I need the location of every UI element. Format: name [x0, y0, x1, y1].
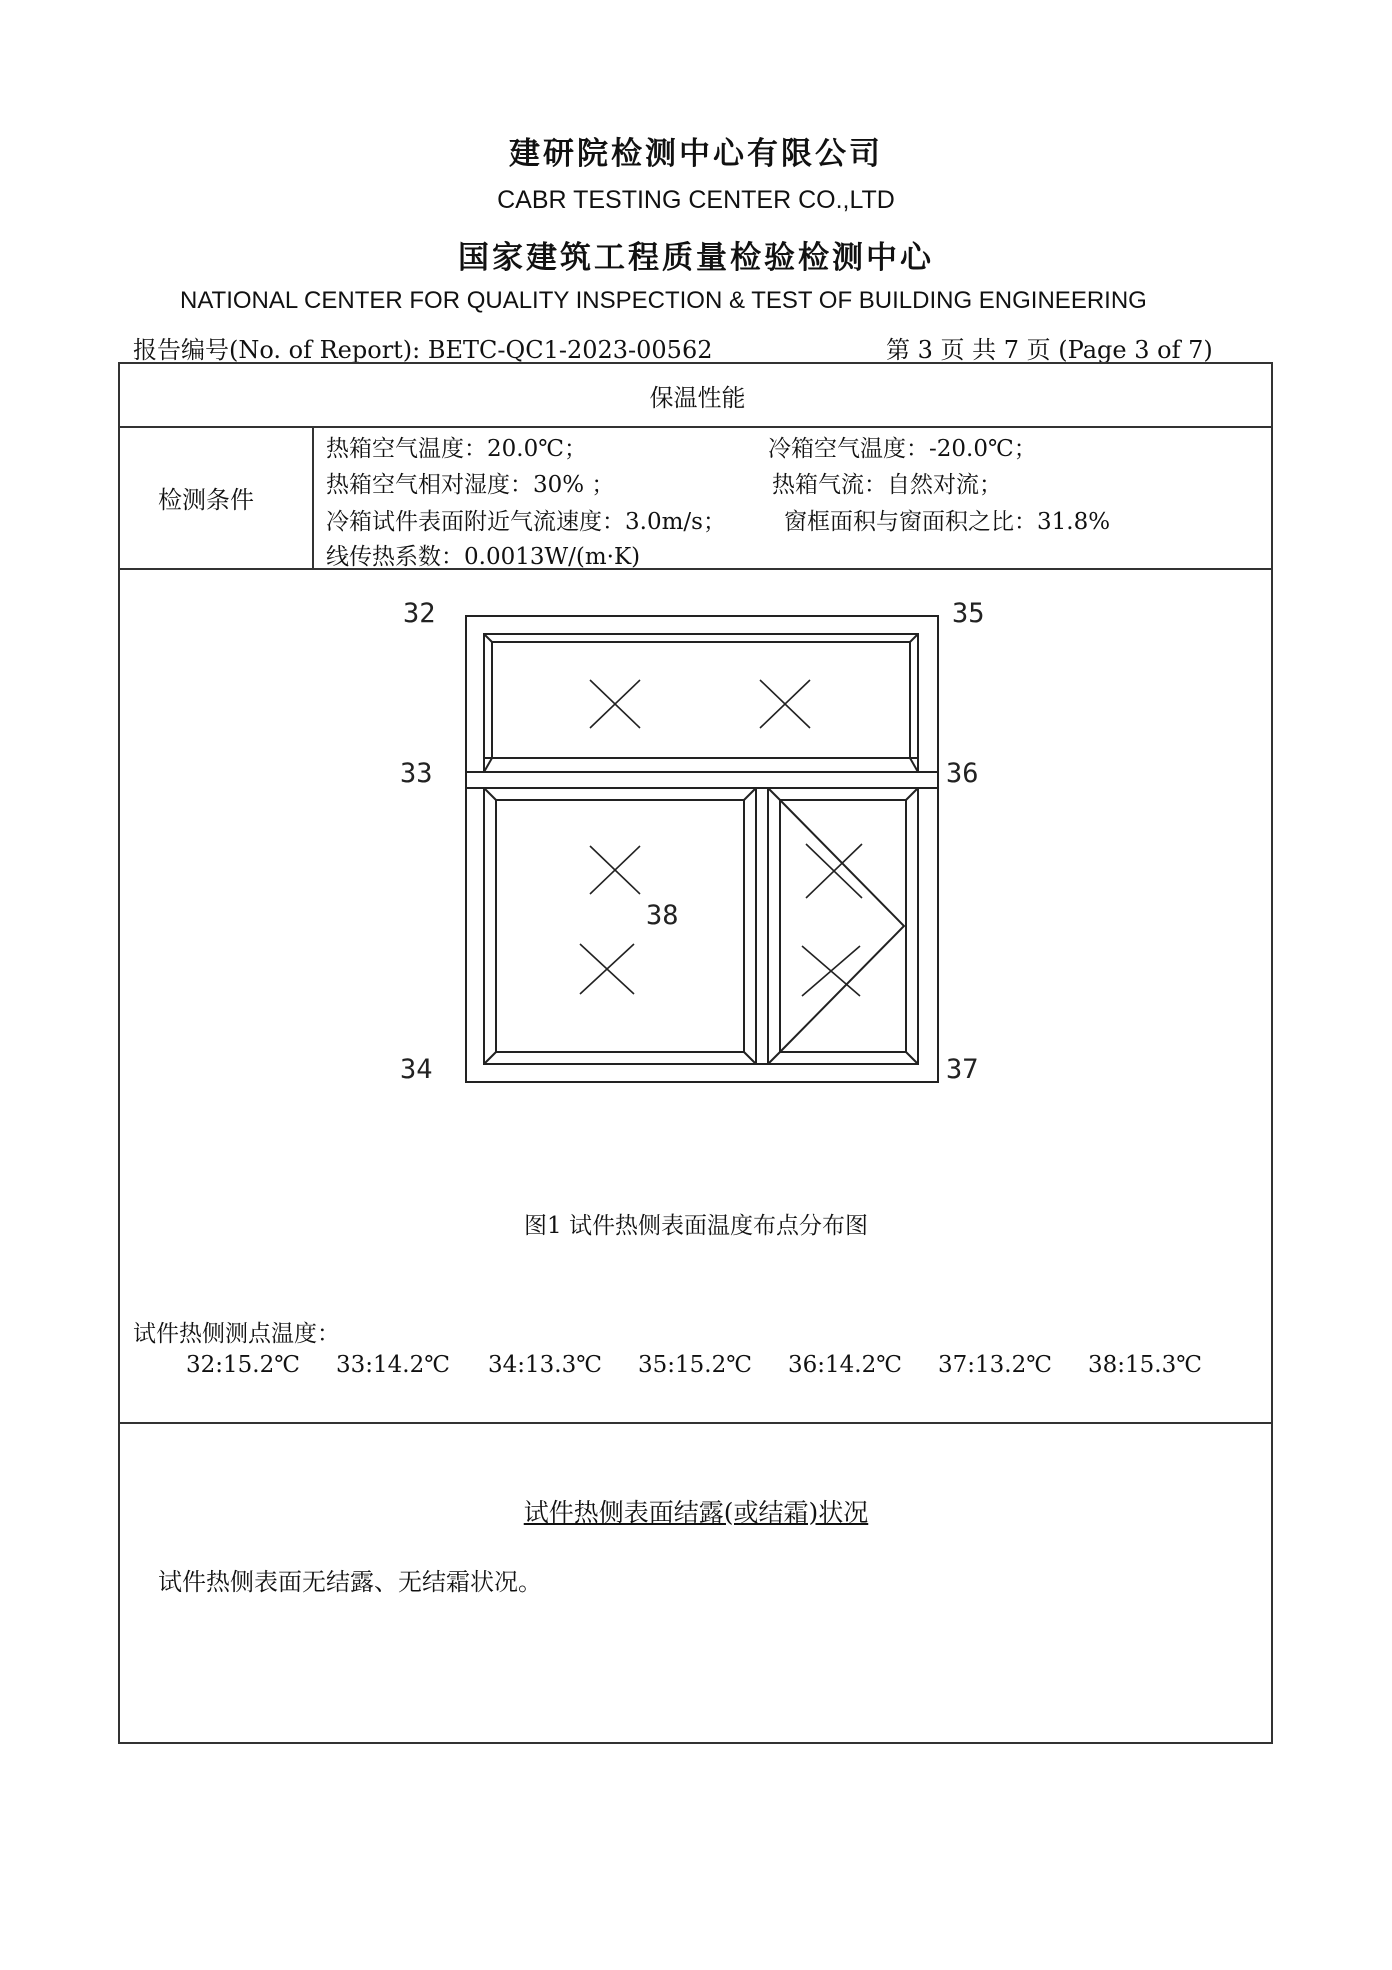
measure-point-cross [590, 846, 640, 894]
hot-airflow: 热箱气流：自然对流； [772, 472, 1002, 498]
company-name-en: CABR TESTING CENTER CO.,LTD [497, 186, 895, 214]
left-glass [496, 800, 744, 1052]
linear-heat-coefficient: 线传热系数：0.0013W/(m·K) [326, 544, 641, 570]
right-glass [780, 800, 906, 1052]
measure-point-cross [760, 680, 810, 728]
report-number: 报告编号(No. of Report): BETC-QC1-2023-00562 [133, 336, 713, 364]
hot-humidity: 热箱空气相对湿度：30% ； [326, 472, 615, 498]
cold-airspeed: 冷箱试件表面附近气流速度：3.0m/s； [326, 509, 726, 535]
temperature-item: 34:13.3℃ [488, 1352, 602, 1378]
conditions-label: 检测条件 [158, 486, 254, 514]
measure-point-cross [580, 944, 634, 994]
temperature-item: 32:15.2℃ [186, 1352, 300, 1378]
temperature-item: 35:15.2℃ [638, 1352, 752, 1378]
temperature-item: 38:15.3℃ [1088, 1352, 1202, 1378]
cold-air-temp: 冷箱空气温度：-20.0℃； [768, 436, 1037, 462]
point-label-32: 32 [403, 598, 436, 629]
measure-point-cross [806, 844, 862, 898]
point-label-33: 33 [400, 758, 433, 789]
measure-point-cross [590, 680, 640, 728]
figure-caption: 图1 试件热侧表面温度布点分布图 [524, 1213, 868, 1239]
temperature-item: 33:14.2℃ [336, 1352, 450, 1378]
temperatures-title: 试件热侧测点温度： [133, 1321, 340, 1347]
center-name-en: NATIONAL CENTER FOR QUALITY INSPECTION & TEST OF BUILDING ENGINEERING [180, 287, 1147, 314]
point-label-35: 35 [952, 598, 985, 629]
center-name-cn: 国家建筑工程质量检验检测中心 [458, 240, 934, 276]
page-number: 第 3 页 共 7 页 (Page 3 of 7) [886, 336, 1213, 364]
opening-direction-mark [780, 800, 904, 1052]
measure-point-cross [802, 946, 860, 996]
hot-air-temp: 热箱空气温度：20.0℃； [326, 436, 587, 462]
point-label-36: 36 [946, 758, 979, 789]
transom-glass [492, 642, 910, 758]
table-divider [118, 1422, 1273, 1424]
left-sash [484, 788, 756, 1064]
point-label-37: 37 [946, 1054, 979, 1085]
temperature-item: 37:13.2℃ [938, 1352, 1052, 1378]
point-label-34: 34 [400, 1054, 433, 1085]
outer-frame [466, 616, 938, 1082]
section-title: 保温性能 [649, 384, 746, 412]
company-name-cn: 建研院检测中心有限公司 [509, 136, 883, 172]
condensation-text: 试件热侧表面无结露、无结霜状况。 [158, 1568, 542, 1596]
condensation-title: 试件热侧表面结露(或结霜)状况 [523, 1498, 869, 1527]
temperature-item: 36:14.2℃ [788, 1352, 902, 1378]
point-label-38: 38 [646, 900, 679, 931]
transom-frame [484, 634, 918, 772]
right-sash [768, 788, 918, 1064]
frame-ratio: 窗框面积与窗面积之比：31.8% [784, 509, 1111, 535]
